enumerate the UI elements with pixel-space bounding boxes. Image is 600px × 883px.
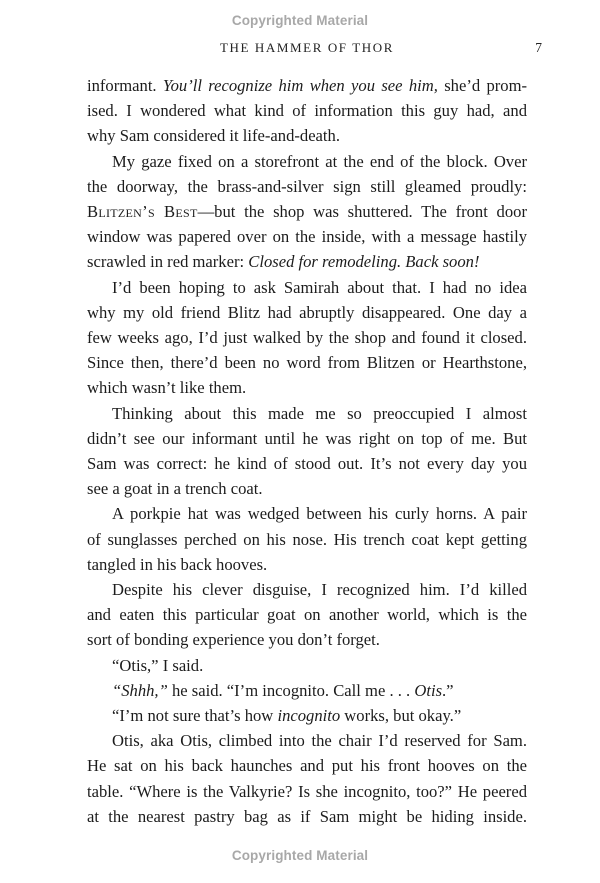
running-head <box>87 40 542 58</box>
paragraph: Thinking about this made me so preoccupied I almost didn’t see our informant until he was right on top of me. But Sam was correct: he kind of stood out. It’s not every day you see a goat in a trench coat. <box>87 403 527 499</box>
copyright-watermark-bottom: Copyrighted Material <box>231 848 369 863</box>
paragraph: informant. You’ll recognize him when you see him, she’d prom- ised. I wondered what kind of information this guy had, and why Sam considered it life-and-death. <box>87 76 528 146</box>
paragraph: “I’m not sure that’s how incognito works, but okay.” <box>112 706 462 726</box>
paragraph: My gaze fixed on a storefront at the end of the block. Over the doorway, the brass-and-silver sign still gleamed proudly: Blitzen’s Best—but the shop was shuttered. The front door window was papered over on the inside, with a message hastily scrawled in red marker: Closed for remodeling. Back soon! <box>87 151 527 272</box>
paragraph: “Otis,” I said. <box>112 655 204 675</box>
book-title: THE HAMMER OF THOR <box>219 40 395 55</box>
page-number: 7 <box>535 40 542 55</box>
paragraph: “Shhh,” he said. “I’m incognito. Call me . . . Otis.” <box>112 680 454 700</box>
body-text <box>87 73 527 829</box>
paragraph: Otis, aka Otis, climbed into the chair I’d reserved for Sam. He sat on his back haunches and put his front hooves on the table. “Where is the Valkyrie? Is she incognito, too?” He peered at the nearest pastry bag as if Sam might be hiding inside. <box>87 731 527 826</box>
paragraph: Despite his clever disguise, I recognized him. I’d killed and eaten this particular goat on another world, which is the sort of bonding experience you don’t forget. <box>87 580 527 650</box>
copyright-watermark-top: Copyrighted Material <box>231 13 369 28</box>
paragraph: I’d been hoping to ask Samirah about that. I had no idea why my old friend Blitz had abruptly disappeared. One day a few weeks ago, I’d just walked by the shop and found it closed. Since then, there’d been no word from Blitzen or Hearthstone, which wasn’t like them. <box>87 277 527 398</box>
paragraph: A porkpie hat was wedged between his curly horns. A pair of sunglasses perched on his nose. His trench coat kept getting tangled in his back hooves. <box>87 504 527 574</box>
shop-sign-text: Blitzen’s Best <box>87 202 198 222</box>
